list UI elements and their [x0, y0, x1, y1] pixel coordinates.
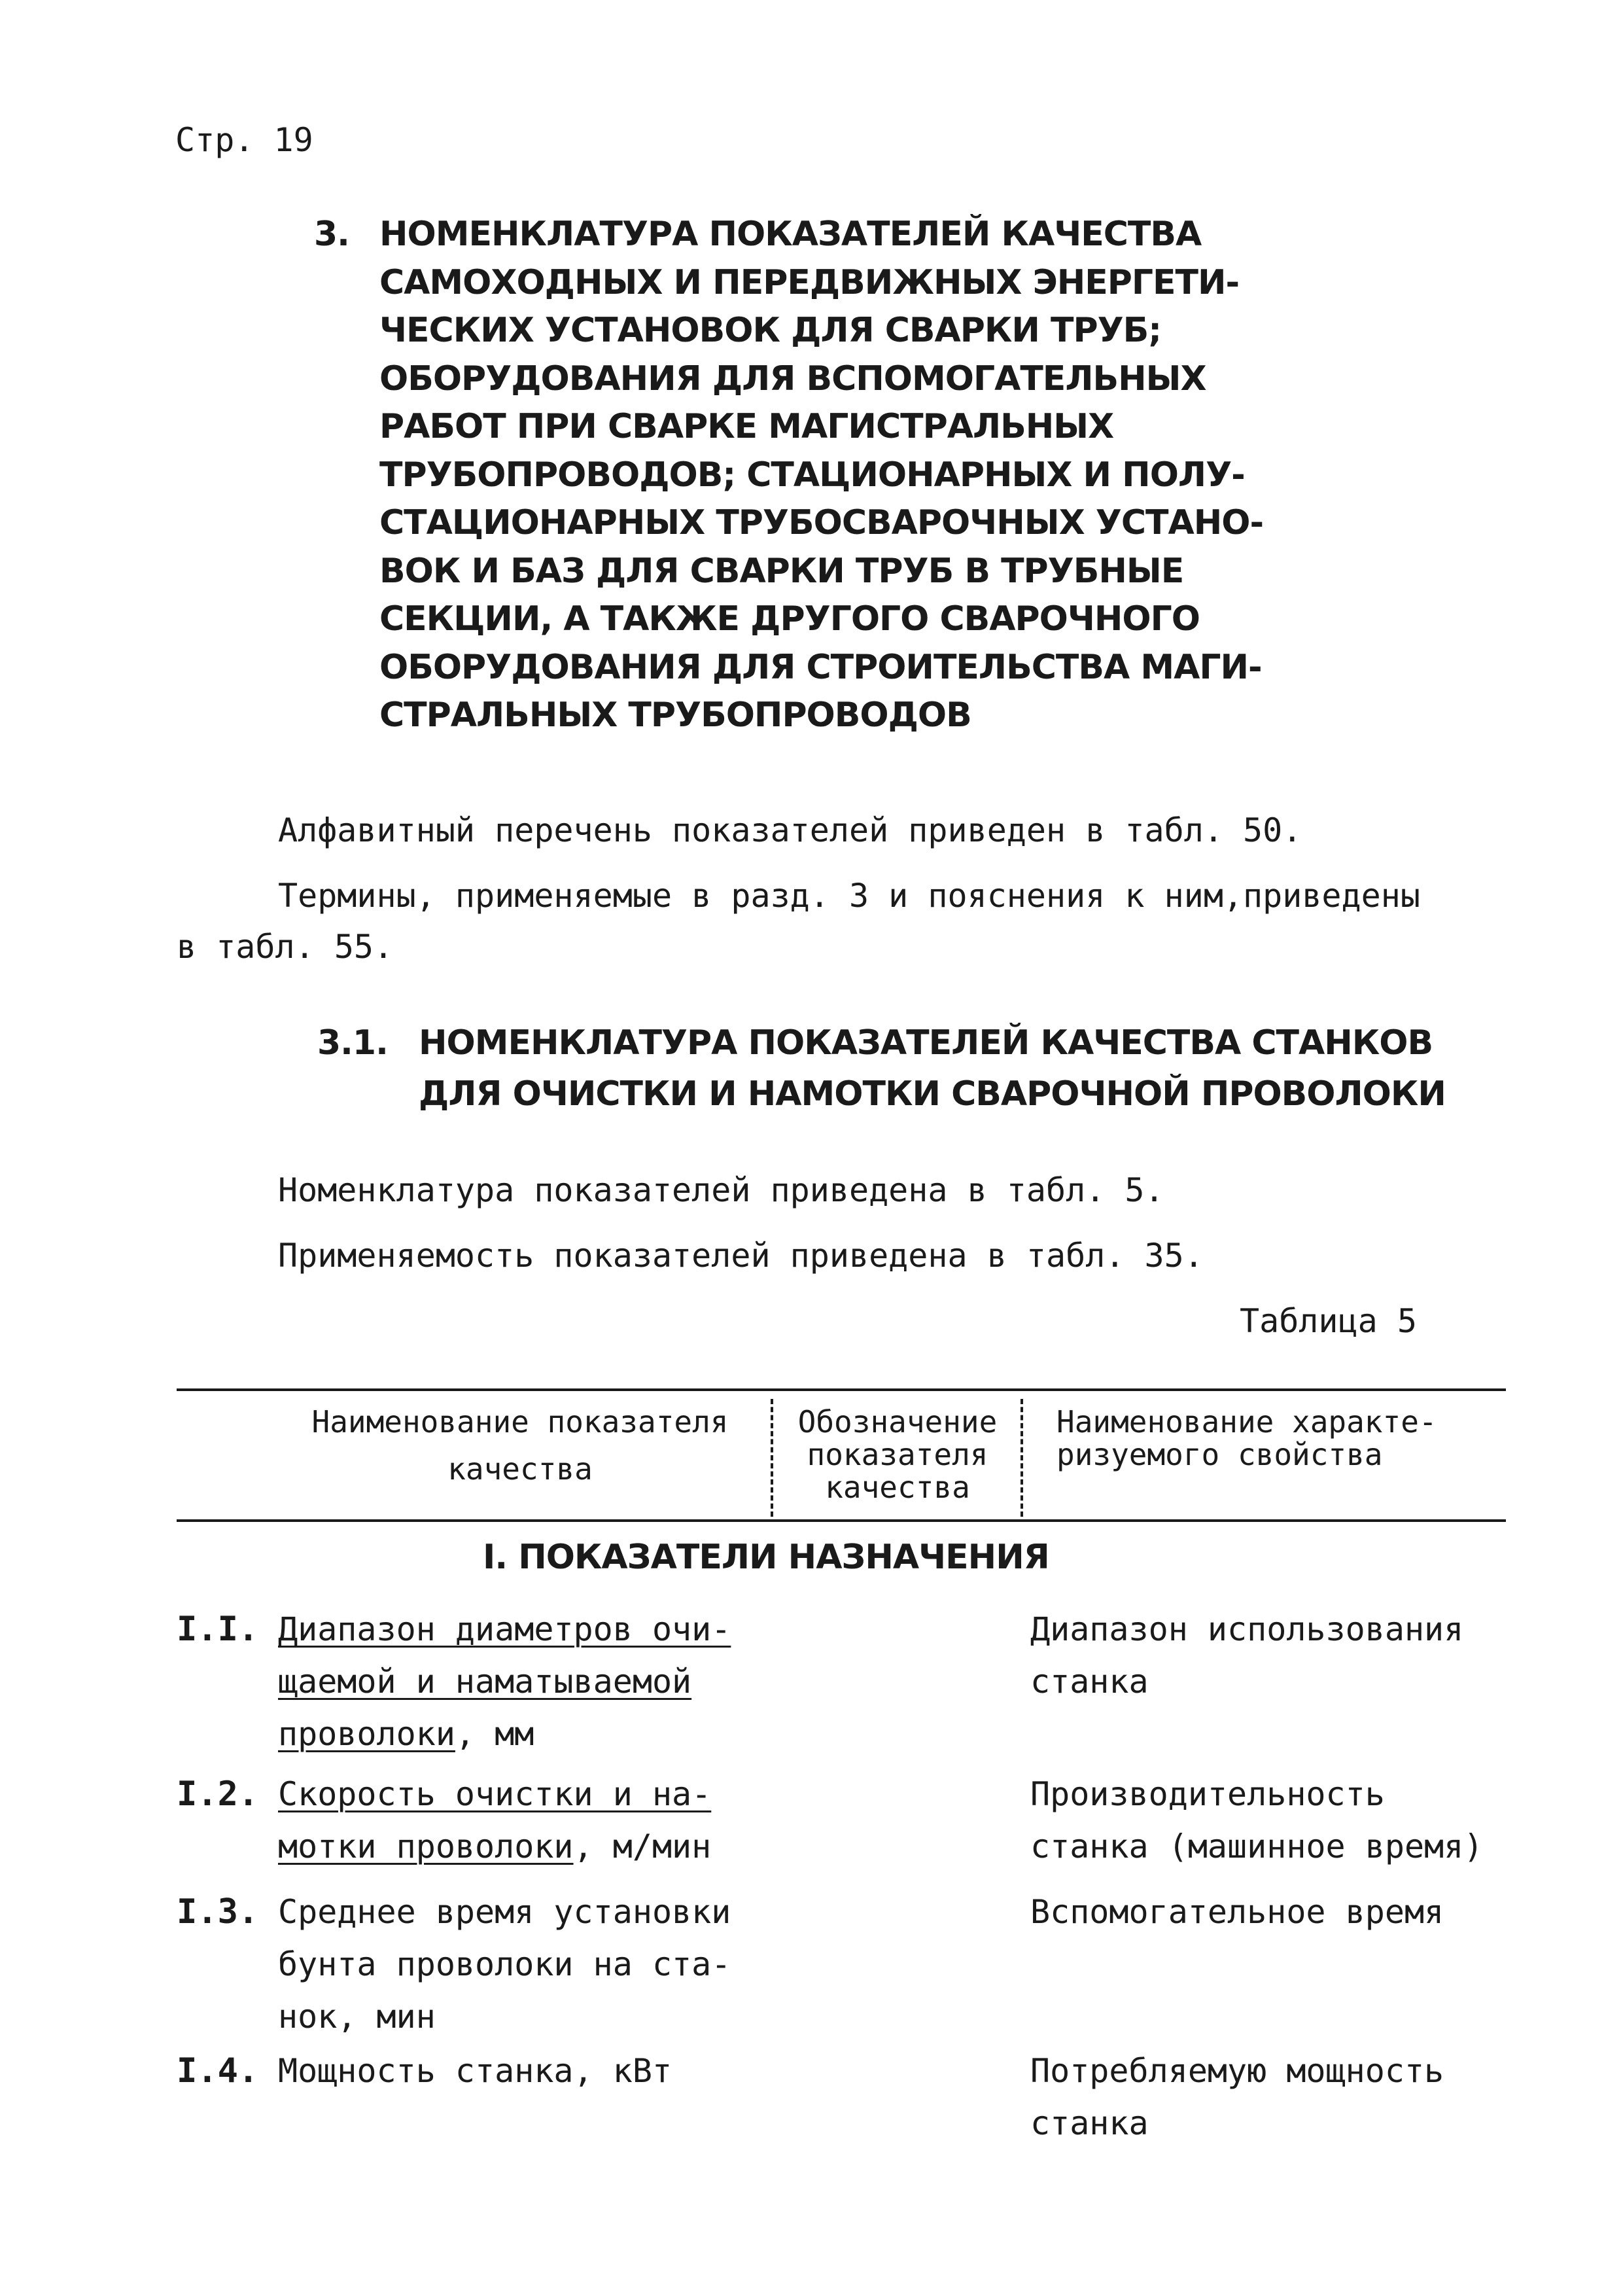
- indicator-unit: , м/мин: [573, 1828, 712, 1865]
- column-header-line: ризуемого свойства: [1056, 1437, 1383, 1472]
- page-number: Стр. 19: [175, 121, 313, 159]
- table-header-rule: [177, 1519, 1506, 1522]
- indicator-unit: , мм: [455, 1715, 534, 1753]
- table-row-property: [1030, 2045, 1567, 2149]
- section-title-line: РАБОТ ПРИ СВАРКЕ МАГИСТРАЛЬНЫХ: [379, 407, 1114, 446]
- column-separator: [771, 1399, 773, 1517]
- section-title-line: ВОК И БАЗ ДЛЯ СВАРКИ ТРУБ В ТРУБНЫЕ: [379, 551, 1184, 591]
- section-title-line: СЕКЦИИ, А ТАКЖЕ ДРУГОГО СВАРОЧНОГО: [379, 599, 1200, 639]
- column-header-line: качества: [825, 1470, 970, 1505]
- table-row-property: [1030, 1768, 1567, 1873]
- subsection-title-line: НОМЕНКЛАТУРА ПОКАЗАТЕЛЕЙ КАЧЕСТВА СТАНКОВ: [419, 1023, 1433, 1063]
- property-line: станка: [1030, 1663, 1149, 1701]
- property-line: станка: [1030, 2104, 1149, 2142]
- property-line: Диапазон использования: [1030, 1610, 1464, 1648]
- section-title-line: ОБОРУДОВАНИЯ ДЛЯ ВСПОМОГАТЕЛЬНЫХ: [379, 359, 1206, 398]
- paragraph-terms-line: в табл. 55.: [177, 928, 394, 966]
- section-title-line: СТРАЛЬНЫХ ТРУБОПРОВОДОВ: [379, 696, 971, 735]
- indicator-name-line: Среднее время установки: [278, 1893, 731, 1931]
- table-row-number: I.3.: [177, 1892, 259, 1932]
- paragraph-alphabetic-list: Алфавитный перечень показателей приведен в табл. 50.: [278, 811, 1302, 849]
- paragraph-nomenclature: Номенклатура показателей приведена в табл. 5.: [278, 1171, 1164, 1209]
- column-header-line: качества: [447, 1451, 593, 1487]
- section-title: [379, 211, 1263, 740]
- column-header-line: Обозначение: [797, 1404, 998, 1439]
- subsection-title-line: ДЛЯ ОЧИСТКИ И НАМОТКИ СВАРОЧНОЙ ПРОВОЛОКИ: [419, 1074, 1446, 1114]
- table-row-property: [1030, 1886, 1567, 1938]
- section-title-line: ТРУБОПРОВОДОВ; СТАЦИОНАРНЫХ И ПОЛУ-: [379, 455, 1245, 495]
- column-header-line: показателя: [807, 1437, 988, 1472]
- indicator-name-line: бунта проволоки на ста-: [278, 1945, 731, 1983]
- indicator-name-line: проволоки: [278, 1715, 455, 1753]
- table-top-rule: [177, 1388, 1506, 1391]
- indicator-name-line: Мощность станка, кВт: [278, 2052, 672, 2090]
- column-header-line: Наименование характе-: [1056, 1404, 1437, 1439]
- paragraph-terms-line: Термины, применяемые в разд. 3 и пояснения к ним,приведены: [278, 877, 1420, 915]
- indicator-name-line: нок, мин: [278, 1998, 436, 2036]
- table-row-number: I.4.: [177, 2051, 259, 2091]
- column-header-line: Наименование показателя: [311, 1404, 729, 1439]
- table-row-number: I.I.: [177, 1610, 259, 1649]
- property-line: Потребляемую мощность: [1030, 2052, 1444, 2090]
- table-group-title: I. ПОКАЗАТЕЛИ НАЗНАЧЕНИЯ: [483, 1538, 1049, 1577]
- section-title-line: НОМЕНКЛАТУРА ПОКАЗАТЕЛЕЙ КАЧЕСТВА: [379, 215, 1202, 254]
- indicator-name-line: Диапазон диаметров очи-: [278, 1610, 731, 1648]
- table-row-name: [278, 2045, 775, 2097]
- column-header-property: [1056, 1405, 1514, 1471]
- section-title-line: САМОХОДНЫХ И ПЕРЕДВИЖНЫХ ЭНЕРГЕТИ-: [379, 262, 1240, 302]
- section-title-line: ОБОРУДОВАНИЯ ДЛЯ СТРОИТЕЛЬСТВА МАГИ-: [379, 647, 1262, 687]
- indicator-name-line: мотки проволоки: [278, 1828, 574, 1865]
- section-number: 3.: [314, 215, 349, 254]
- table-caption: Таблица 5: [1240, 1302, 1417, 1340]
- column-separator: [1021, 1399, 1023, 1517]
- table-row-name: [278, 1603, 775, 1760]
- table-row-name: [278, 1768, 775, 1873]
- subsection-title: [419, 1017, 1446, 1120]
- indicator-name-line: щаемой и наматываемой: [278, 1663, 692, 1701]
- property-line: Производительность: [1030, 1775, 1385, 1813]
- subsection-number: 3.1.: [317, 1023, 388, 1063]
- table-row-number: I.2.: [177, 1775, 259, 1814]
- table-row-name: [278, 1886, 775, 2043]
- section-heading: [314, 211, 1264, 740]
- column-header-name: [278, 1405, 762, 1485]
- paragraph-applicability: Применяемость показателей приведена в табл. 35.: [278, 1237, 1204, 1275]
- indicator-name-line: Скорость очистки и на-: [278, 1775, 712, 1813]
- section-title-line: СТАЦИОНАРНЫХ ТРУБОСВАРОЧНЫХ УСТАНО-: [379, 503, 1264, 542]
- property-line: станка (машинное время): [1030, 1828, 1484, 1865]
- table-row-property: [1030, 1603, 1567, 1708]
- property-line: Вспомогательное время: [1030, 1893, 1444, 1931]
- subsection-heading: [317, 1017, 1446, 1120]
- section-title-line: ЧЕСКИХ УСТАНОВОК ДЛЯ СВАРКИ ТРУБ;: [379, 311, 1162, 350]
- column-header-designation: [780, 1405, 1015, 1504]
